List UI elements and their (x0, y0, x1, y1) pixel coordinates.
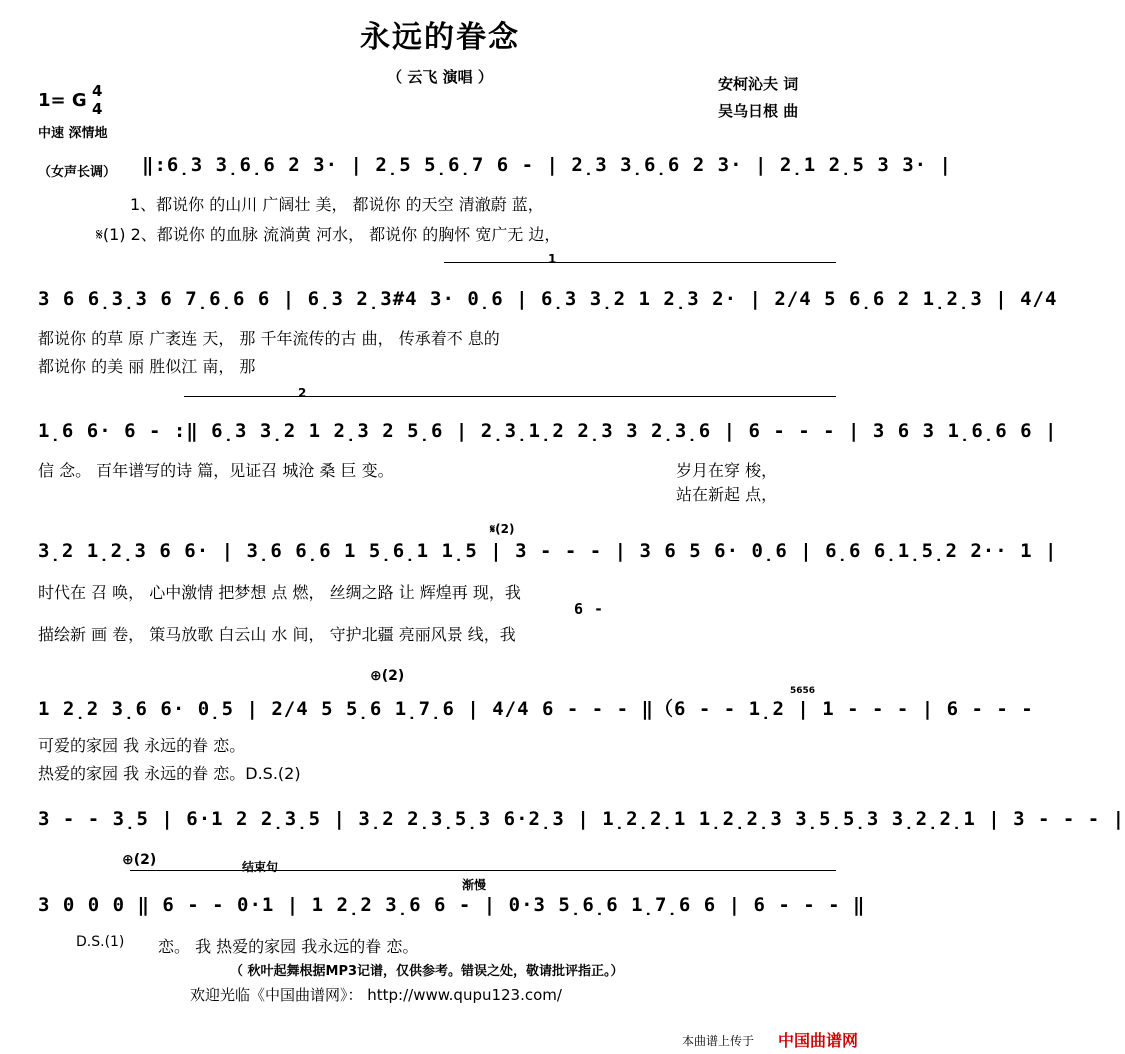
lyrics-row-2-verse-2: 都说你 的美 丽 胜似江 南， 那 (38, 357, 256, 376)
time-numerator: 4 (92, 82, 103, 100)
tempo-marking: 中速 深情地 (38, 126, 108, 141)
singer-line: （ 云飞 演唱 ） (387, 68, 493, 86)
upload-label: 本曲谱上传于 (682, 1034, 755, 1048)
voice-prefix: （女声长调） (38, 165, 117, 180)
ending-bracket (130, 870, 836, 871)
lyrics-row-3: 信 念。 百年谱写的诗 篇，见证召 城沧 桑 巨 变。 (38, 461, 394, 480)
coda-mark-2: ⊕(2) (122, 852, 157, 868)
composer: 吴乌日根 曲 (718, 102, 799, 120)
lyrics-row-4-verse-1: 时代在 召 唤， 心中激情 把梦想 点 燃， 丝绸之路 让 辉煌再 现，我 (38, 583, 521, 602)
side-lyric-2: 站在新起 点， (676, 485, 778, 504)
lyricist: 安柯沁夫 词 (718, 75, 799, 93)
notes-row-1: ‖:6̣3 3̣6̣6 2 3· | 2̣5 5̣6̣7 6 - | 2̣3 3̣6̣6 2 3· | 2̣1 2̣5 3 3· | (142, 154, 952, 176)
lyrics-row-1-verse-2: 𝄋(1) 2、都说你 的血脉 流淌黄 河水， 都说你 的胸怀 宽广无 边， (96, 225, 561, 244)
lyrics-row-2-verse-1: 都说你 的草 原 广袤连 天， 那 千年流传的古 曲， 传承着不 息的 (38, 329, 500, 348)
side-lyric-1: 岁月在穿 梭， (676, 461, 778, 480)
volta-bracket-1 (444, 262, 836, 263)
ending-label: 结束句 (242, 860, 279, 874)
lyrics-row-1-verse-1: 1、都说你 的山川 广阔壮 美， 都说你 的天空 清澈蔚 蓝， (130, 195, 544, 214)
segno-2: 𝄋(2) (490, 522, 515, 536)
lyrics-row-5-verse-1: 可爱的家园 我 永远的眷 恋。 (38, 736, 246, 755)
notes-row-4: 3̣2 1̣2̣3 6 6· | 3̣6 6̣6 1 5̣6̣1 1̣5 | 3 - - - | 3 6 5 6· 0̣6 | 6̣6 6̣1̣5̣2 2·· 1 | (38, 540, 1058, 562)
key-signature: 1= G (38, 90, 87, 111)
lyrics-row-4-verse-2: 描绘新 画 卷， 策马放歌 白云山 水 间， 守护北疆 亮丽风景 线，我 (38, 625, 516, 644)
volta-2-label: 2 (298, 386, 307, 400)
welcome-line: 欢迎光临《中国曲谱网》： http://www.qupu123.com/ (190, 986, 562, 1004)
transcription-note: （ 秋叶起舞根据MP3记谱，仅供参考。错误之处，敬请批评指正。） (230, 964, 624, 979)
notes-row-3: 1̣6 6· 6 - :‖ 6̣3 3̣2 1 2̣3 2 5̣6 | 2̣3̣1̣2 2̣3 3 2̣3̣6 | 6 - - - | 3 6 3 1̣6̣6 6 | (38, 420, 1058, 442)
ds-1: D.S.(1) (76, 934, 125, 950)
alt-notes: 6 - (574, 600, 605, 618)
coda-mark-1: ⊕(2) (370, 668, 405, 684)
notes-row-7: 3 0 0 0 ‖ 6 - - 0·1 | 1 2̣2 3̣6 6 - | 0·3 5̣6̣6 1̣7̣6 6 | 6 - - - ‖ (38, 894, 866, 916)
page-title: 永远的眷念 (360, 20, 520, 55)
volta-1-label: 1 (548, 252, 557, 266)
lyrics-row-7: 恋。 我 热爱的家园 我永远的眷 恋。 (158, 937, 419, 956)
notes-row-2: 3 6 6̣3̣3 6 7̣6̣6 6 | 6̣3 2̣3#4 3· 0̣6 | 6̣3 3̣2 1 2̣3 2· | 2/4 5 6̣6 2 1̣2̣3 | 4/4 (38, 288, 1058, 310)
grace-notes: 5656 (790, 686, 816, 696)
lyrics-row-5-verse-2: 热爱的家园 我 永远的眷 恋。D.S.(2) (38, 764, 301, 783)
volta-bracket-2 (184, 396, 836, 397)
notes-row-5: 1 2̣2 3̣6 6· 0̣5 | 2/4 5 5̣6 1̣7̣6 | 4/4 6 - - - ‖（6 - - 1̣2 | 1 - - - | 6 - - - (38, 698, 1034, 720)
time-denominator: 4 (92, 100, 103, 118)
site-logo: 中国曲谱网 (778, 1031, 859, 1050)
tempo-slower: 渐慢 (462, 878, 487, 892)
notes-row-6: 3 - - 3̣5 | 6·1 2 2̣3̣5 | 3̣2 2̣3̣5̣3 6·2̣3 | 1̣2̣2̣1 1̣2̣2̣3 3̣5̣5̣3 3̣2̣2̣1 | 3 - - - | (38, 808, 1125, 830)
